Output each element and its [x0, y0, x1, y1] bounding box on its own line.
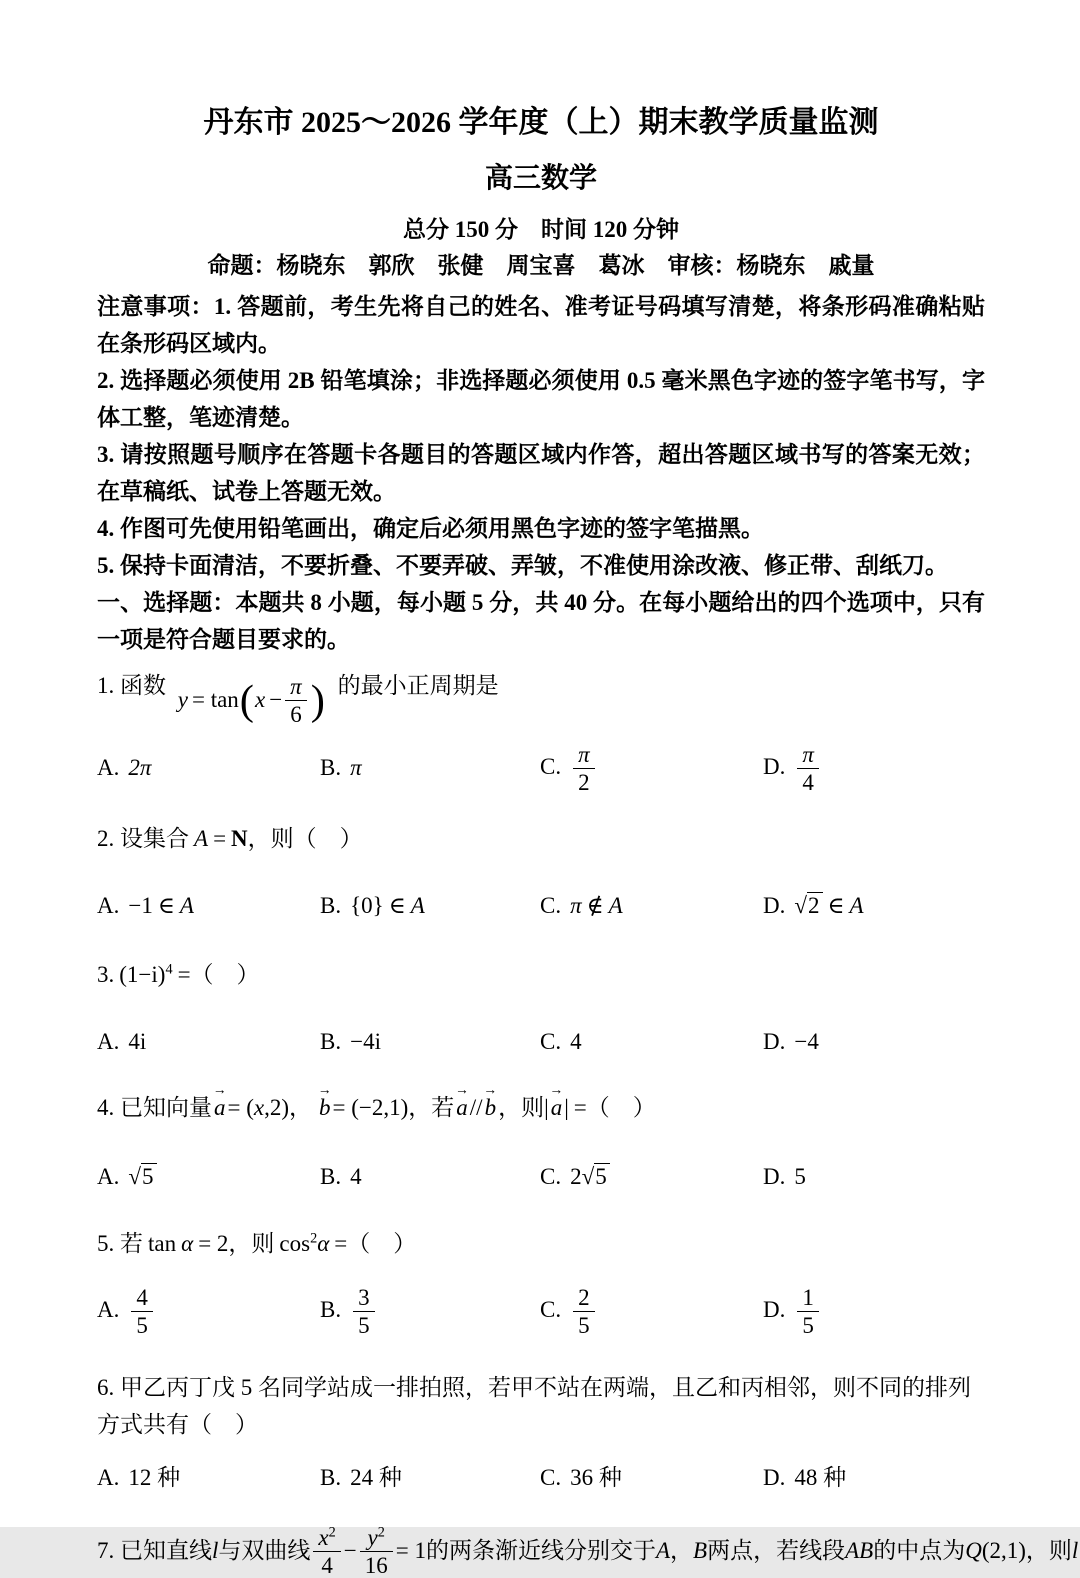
question-6: [97, 1370, 985, 1496]
vector-b: b →: [483, 1090, 499, 1127]
question-5-stem: 5. 若 tan α = 2，则 $\cos^2\alpha$ =（ ）: [97, 1230, 417, 1257]
notice-1: 注意事项：1. 答题前，考生先将自己的姓名、准考证号码填写清楚，将条形码准确粘贴在条形码区域内。: [97, 294, 985, 357]
sqrt-expression: √5: [582, 1163, 610, 1189]
question-3: [97, 957, 985, 1061]
fraction: $\frac{\pi}{2}$: [573, 742, 595, 796]
q2-option-d: D. √2 ∈ A: [763, 893, 864, 919]
fraction: $\frac{\pi}{4}$: [797, 742, 819, 796]
vector-a: a →: [549, 1090, 565, 1127]
q1-prefix: 1. 函数: [97, 673, 166, 699]
question-5: [97, 1226, 985, 1338]
q5-option-a: A. $\frac{4}{5}$: [97, 1285, 320, 1339]
fraction: $\frac{3}{5}$: [353, 1285, 375, 1339]
question-4-stem: 4. 已知向量a →= (x,2)， b →= (−2,1)，若a →//b →，则|a →| =（ ）: [97, 1090, 985, 1127]
set-n-symbol: N: [231, 826, 248, 852]
score-time-line: 总分 150 分 时间 120 分钟: [403, 216, 679, 242]
q6-option-a: A. 12 种: [97, 1465, 181, 1491]
q1-option-d: D. $\frac{\pi}{4}$: [763, 742, 985, 796]
question-1: [97, 668, 985, 795]
q1-option-b: B. π: [320, 755, 362, 781]
q1-option-c: C. $\frac{\pi}{2}$: [540, 742, 763, 796]
q5-option-c: C. $\frac{2}{5}$: [540, 1285, 763, 1339]
q2-option-b: B. {0} ∈ A: [320, 893, 425, 919]
q5-option-d: D. $\frac{1}{5}$: [763, 1285, 985, 1339]
q5-options: [97, 1285, 985, 1339]
vector-b: b →: [317, 1090, 333, 1127]
abs-bar: |: [544, 1095, 549, 1121]
q1-formula: y = tan ( x − $\frac{\pi}{6}$ ): [177, 674, 325, 728]
q1-options: [97, 742, 985, 796]
question-2-stem: 2. 设集合 A = N，则（ ）: [97, 826, 363, 852]
page-subtitle: 高三数学: [484, 162, 597, 194]
q4-options: [97, 1159, 985, 1196]
q6-option-b: B. 24 种: [320, 1465, 402, 1491]
q3-option-c: C. 4: [540, 1028, 582, 1054]
notice-5: 5. 保持卡面清洁，不要折叠、不要弄破、弄皱，不准使用涂改液、修正带、刮纸刀。: [97, 553, 948, 579]
notices: [97, 288, 985, 658]
q4-option-b: B. 4: [320, 1164, 362, 1190]
fraction-x2-4: $\frac{x^2}{4}$: [313, 1525, 340, 1578]
vector-a: a →: [212, 1090, 228, 1127]
notice-4: 4. 作图可先使用铅笔画出，确定后必须用黑色字迹的签字笔描黑。: [97, 516, 764, 542]
question-6-stem: 6. 甲乙丙丁戊 5 名同学站成一排拍照，若甲不站在两端，且乙和丙相邻，则不同的排列方式共有（ ）: [97, 1375, 971, 1438]
question-7: 7. 已知直线 l 与双曲线 $\frac{x^2}{4}$ − $\frac{y^2}{16}$ = 1 的两条渐近线分别交于 A ， B 两点，若线段 AB 的中点为 Q (2,1) ，则 l: [97, 1524, 1079, 1578]
question-3-stem: 3. $(1-i)^4$ =（ ）: [97, 961, 260, 987]
question-4: [97, 1090, 985, 1196]
abs-bar: |: [564, 1095, 569, 1121]
q2-option-c: C. π ∉ A: [540, 893, 623, 919]
sqrt-expression: √2: [794, 892, 822, 918]
fraction: $\frac{1}{5}$: [797, 1285, 819, 1339]
page-title: 丹东市 2025～2026 学年度（上）期末教学质量监测: [203, 106, 879, 139]
q2-options: [97, 888, 985, 925]
q6-option-d: D. 48 种: [763, 1465, 847, 1491]
authors-line: 命题：杨晓东 郭欣 张健 周宝喜 葛冰 审核：杨晓东 戚量: [207, 252, 875, 278]
q1-suffix: 的最小正周期是: [337, 673, 499, 699]
question-1-stem: [97, 668, 985, 727]
q6-options: [97, 1460, 985, 1497]
notice-3: 3. 请按照题号顺序在答题卡各题目的答题区域内作答，超出答题区域书写的答案无效；在草稿纸、试卷上答题无效。: [97, 442, 985, 505]
q4-option-c: C. 2√5: [540, 1159, 763, 1196]
question-2: [97, 821, 985, 925]
q1-option-a: A. 2π: [97, 755, 152, 781]
q6-option-c: C. 36 种: [540, 1465, 622, 1491]
fraction: $\frac{\pi}{6}$: [285, 674, 307, 728]
q3-options: [97, 1024, 985, 1061]
sqrt-expression: √5: [128, 1163, 156, 1189]
q2-option-a: A. −1 ∈ A: [97, 893, 194, 919]
fraction-y2-16: $\frac{y^2}{16}$: [360, 1525, 393, 1578]
fraction: $\frac{2}{5}$: [573, 1285, 595, 1339]
notice-2: 2. 选择题必须使用 2B 铅笔填涂；非选择题必须使用 0.5 毫米黑色字迹的签字笔书写，字体工整，笔迹清楚。: [97, 368, 985, 431]
vector-a: a →: [454, 1090, 470, 1127]
q3-option-a: A. 4i: [97, 1028, 147, 1054]
q4-option-d: D. 5: [763, 1164, 806, 1190]
q3-option-d: D. −4: [763, 1028, 819, 1054]
q4-option-a: A. √5: [97, 1159, 320, 1196]
q3-option-b: B. −4i: [320, 1028, 381, 1054]
section-title: 一、选择题：本题共 8 小题，每小题 5 分，共 40 分。在每小题给出的四个选项中，只有一项是符合题目要求的。: [97, 590, 985, 653]
q5-option-b: B. $\frac{3}{5}$: [320, 1285, 540, 1339]
fraction: $\frac{4}{5}$: [131, 1285, 153, 1339]
